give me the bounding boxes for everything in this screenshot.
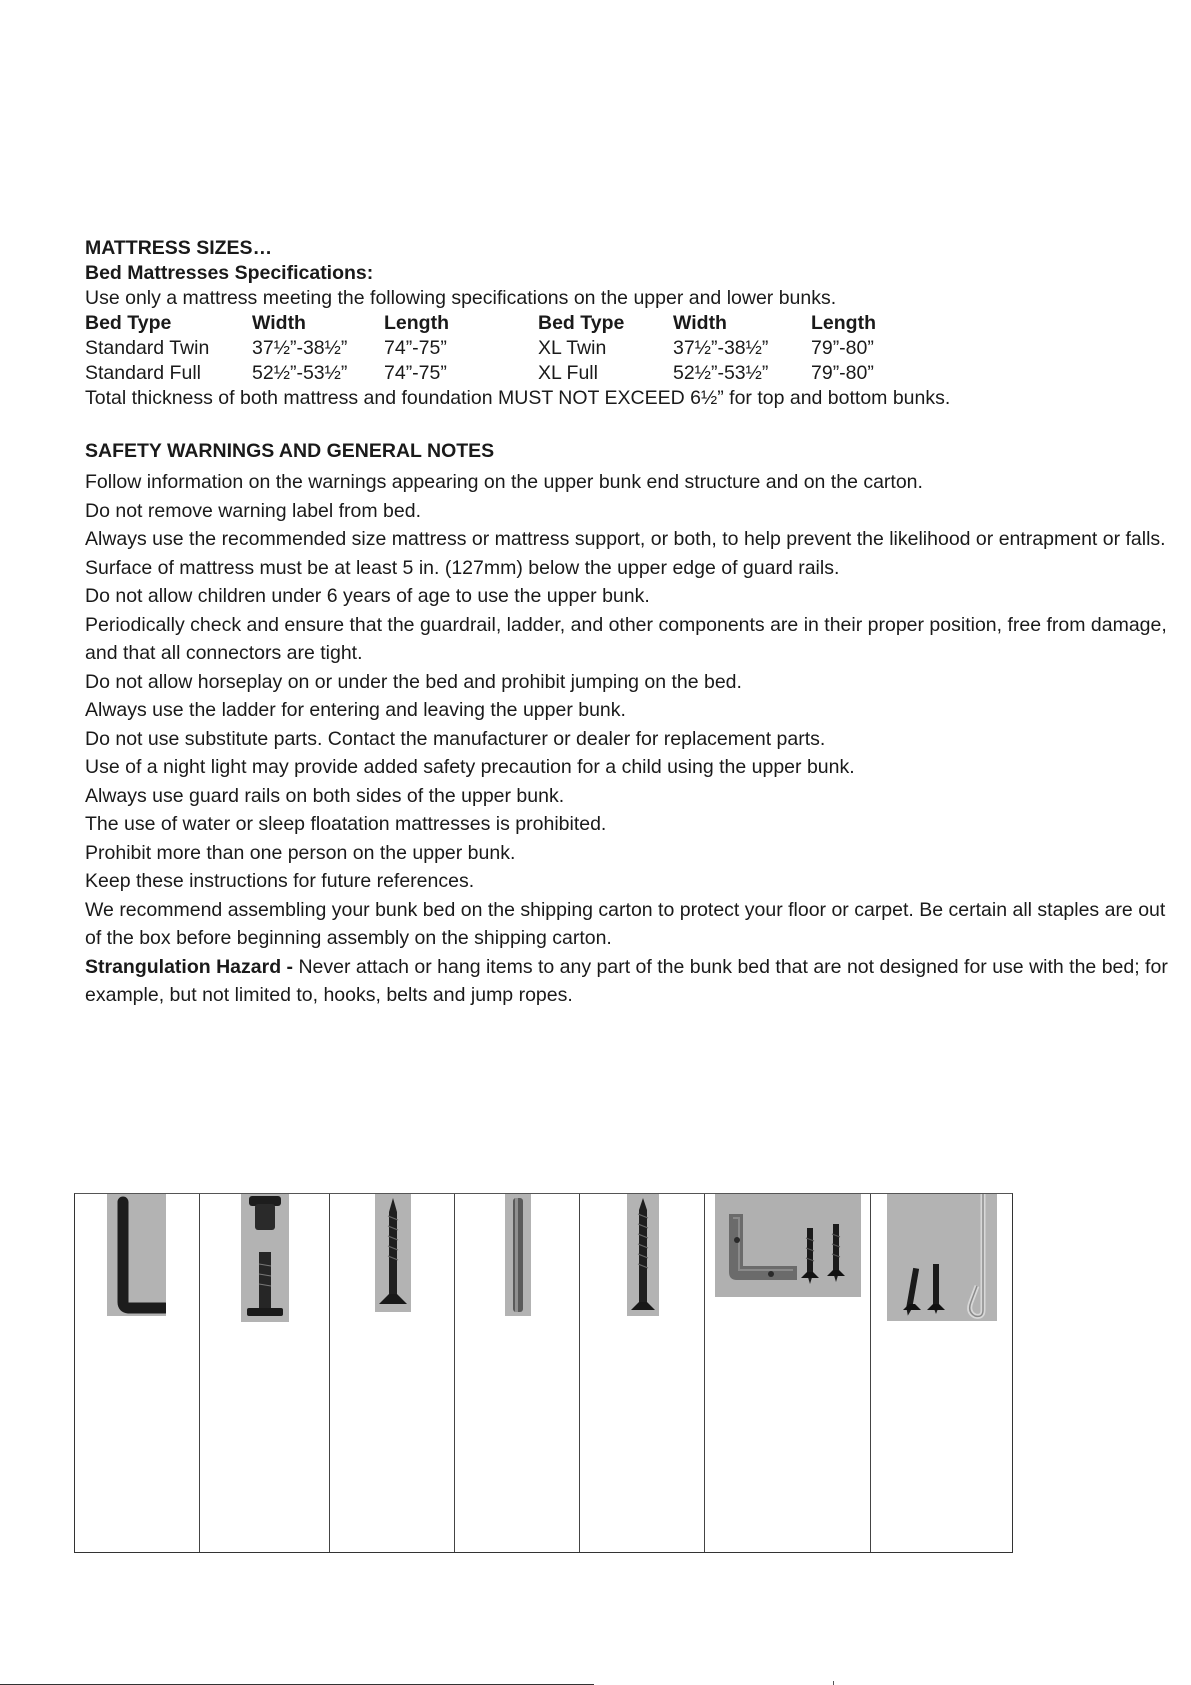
l-bracket-screws-icon bbox=[715, 1194, 861, 1297]
spec-header-width: Width bbox=[252, 312, 306, 334]
spec-cell: 37½”-38½” bbox=[673, 337, 769, 359]
list-item: Periodically check and ensure that the guardrail, ladder, and other components are in their proper position, free from damage, and that all connectors are tight. bbox=[85, 613, 1167, 664]
hook-screws-icon bbox=[887, 1194, 997, 1321]
hazard-label: Strangulation Hazard - bbox=[85, 955, 294, 978]
safety-notes-list bbox=[85, 468, 1180, 1010]
mattress-sizes-heading: MATTRESS SIZES… bbox=[85, 237, 273, 259]
spec-cell: 74”-75” bbox=[384, 362, 447, 384]
spec-row bbox=[85, 336, 1180, 361]
hardware-cell-5 bbox=[580, 1194, 705, 1552]
hardware-cell-1 bbox=[75, 1194, 200, 1552]
list-item: Always use guard rails on both sides of the upper bunk. bbox=[85, 784, 565, 807]
long-screw-icon bbox=[375, 1194, 411, 1312]
hardware-cell-2 bbox=[200, 1194, 330, 1552]
list-item: Do not remove warning label from bed. bbox=[85, 499, 422, 522]
wood-screw-icon bbox=[627, 1194, 659, 1316]
list-item: Do not allow horseplay on or under the bed and prohibit jumping on the bed. bbox=[85, 670, 742, 693]
thickness-note: Total thickness of both mattress and foundation MUST NOT EXCEED 6½” for top and bottom bunks. bbox=[85, 387, 951, 409]
list-item: Do not use substitute parts. Contact the manufacturer or dealer for replacement parts. bbox=[85, 727, 826, 750]
spec-cell: 74”-75” bbox=[384, 337, 447, 359]
hardware-cell-3 bbox=[330, 1194, 455, 1552]
spec-header-bed-type-2: Bed Type bbox=[538, 312, 625, 334]
mattress-spec-table bbox=[85, 311, 1180, 386]
spec-cell: Standard Full bbox=[85, 362, 201, 384]
spec-cell: 79”-80” bbox=[811, 337, 874, 359]
hardware-cell-6 bbox=[705, 1194, 871, 1552]
hardware-cell-4 bbox=[455, 1194, 580, 1552]
list-item: Always use the recommended size mattress or mattress support, or both, to help prevent the likelihood or entrapment or falls. bbox=[85, 528, 1166, 550]
spec-header-length: Length bbox=[384, 312, 449, 334]
hazard-text: Never attach or hang items to any part of the bunk bed that are not designed for use with the bed; for example, but not limited to, hooks, belts and jump ropes. bbox=[85, 955, 1168, 1006]
list-item: Surface of mattress must be at least 5 in. (127mm) below the upper edge of guard rails. bbox=[85, 556, 840, 579]
spec-cell: XL Twin bbox=[538, 337, 607, 359]
hardware-parts-table bbox=[74, 1193, 1013, 1553]
mattress-intro: Use only a mattress meeting the following specifications on the upper and lower bunks. bbox=[85, 287, 837, 309]
mattress-specs-subheading: Bed Mattresses Specifications: bbox=[85, 262, 374, 284]
spec-header-length-2: Length bbox=[811, 312, 876, 334]
list-item: Use of a night light may provide added safety precaution for a child using the upper bunk. bbox=[85, 756, 855, 778]
allen-wrench-icon bbox=[107, 1194, 166, 1316]
spec-row bbox=[85, 361, 1180, 386]
list-item: We recommend assembling your bunk bed on the shipping carton to protect your floor or carpet. Be certain all staples are out of the box before beginning assembly on the shipping carton. bbox=[85, 898, 1166, 949]
spec-header-row bbox=[85, 311, 1180, 336]
spec-cell: XL Full bbox=[538, 362, 598, 384]
spec-cell: Standard Twin bbox=[85, 337, 210, 359]
list-item: Keep these instructions for future references. bbox=[85, 870, 475, 892]
spec-cell: 37½”-38½” bbox=[252, 337, 348, 359]
list-item: Prohibit more than one person on the upper bunk. bbox=[85, 841, 516, 864]
spec-cell: 79”-80” bbox=[811, 362, 874, 384]
spec-cell: 52½”-53½” bbox=[673, 362, 769, 384]
barrel-nut-bolt-icon bbox=[241, 1194, 289, 1322]
instructions-text bbox=[85, 236, 1180, 1010]
safety-heading: SAFETY WARNINGS AND GENERAL NOTES bbox=[85, 440, 495, 462]
list-item: Always use the ladder for entering and leaving the upper bunk. bbox=[85, 699, 626, 721]
list-item: Follow information on the warnings appearing on the upper bunk end structure and on the carton. bbox=[85, 471, 923, 493]
spec-header-bed-type: Bed Type bbox=[85, 312, 172, 334]
list-item: Do not allow children under 6 years of age to use the upper bunk. bbox=[85, 585, 650, 607]
list-item: The use of water or sleep floatation mattresses is prohibited. bbox=[85, 813, 607, 835]
hardware-cell-7 bbox=[871, 1194, 1012, 1552]
spec-cell: 52½”-53½” bbox=[252, 362, 348, 384]
spec-header-width-2: Width bbox=[673, 312, 727, 334]
dowel-pin-icon bbox=[505, 1194, 531, 1316]
footer-tick bbox=[833, 1681, 834, 1685]
strangulation-hazard-note bbox=[85, 953, 1180, 1010]
